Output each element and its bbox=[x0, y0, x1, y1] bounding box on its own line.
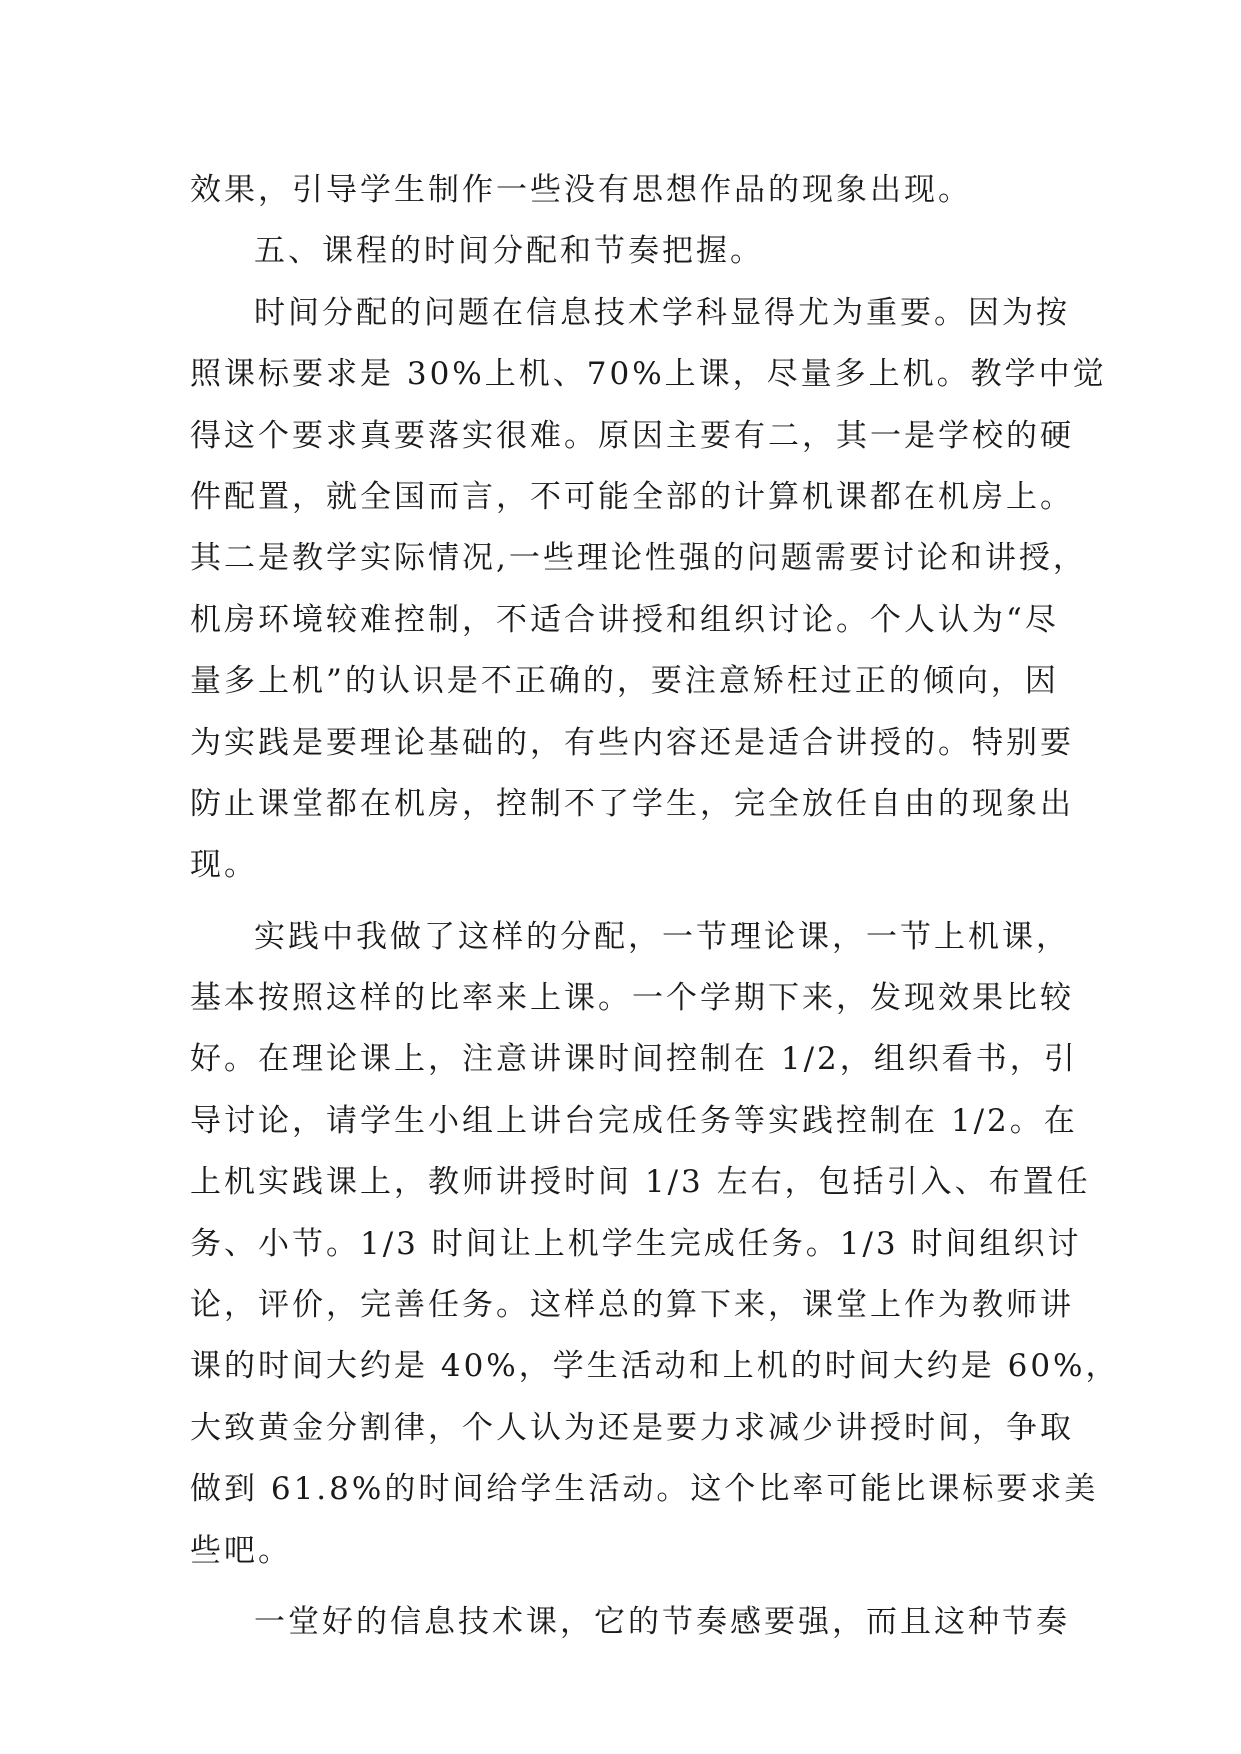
text-line: 得这个要求真要落实很难。原因主要有二，其一是学校的硬 bbox=[190, 417, 1074, 454]
text-line: 上机实践课上，教师讲授时间 1/3 左右，包括引入、布置任 bbox=[190, 1164, 1091, 1201]
text-line: 课的时间大约是 40%，学生活动和上机的时间大约是 60%， bbox=[190, 1348, 1120, 1385]
section-heading: 五、课程的时间分配和节奏把握。 bbox=[254, 233, 764, 270]
text-line: 导讨论，请学生小组上讲台完成任务等实践控制在 1/2。在 bbox=[190, 1102, 1078, 1139]
text-line: 照课标要求是 30%上机、70%上课，尽量多上机。教学中觉 bbox=[190, 356, 1107, 393]
text-line: 论，评价，完善任务。这样总的算下来，课堂上作为教师讲 bbox=[190, 1287, 1074, 1324]
text-line: 时间分配的问题在信息技术学科显得尤为重要。因为按 bbox=[254, 294, 1070, 331]
text-line: 些吧。 bbox=[190, 1532, 292, 1569]
text-line: 好。在理论课上，注意讲课时间控制在 1/2，组织看书，引 bbox=[190, 1041, 1078, 1078]
text-line: 为实践是要理论基础的，有些内容还是适合讲授的。特别要 bbox=[190, 724, 1074, 761]
text-line: 基本按照这样的比率来上课。一个学期下来，发现效果比较 bbox=[190, 980, 1074, 1017]
text-line: 务、小节。1/3 时间让上机学生完成任务。1/3 时间组织讨 bbox=[190, 1225, 1082, 1262]
text-line: 大致黄金分割律，个人认为还是要力求减少讲授时间，争取 bbox=[190, 1409, 1074, 1446]
text-line: 效果，引导学生制作一些没有思想作品的现象出现。 bbox=[190, 172, 972, 208]
text-line: 其二是教学实际情况,一些理论性强的问题需要讨论和讲授， bbox=[190, 540, 1087, 577]
text-line: 现。 bbox=[190, 847, 258, 884]
text-line: 做到 61.8%的时间给学生活动。这个比率可能比课标要求美 bbox=[190, 1471, 1099, 1508]
text-line: 一堂好的信息技术课，它的节奏感要强，而且这种节奏 bbox=[254, 1603, 1070, 1640]
text-line: 件配置，就全国而言，不可能全部的计算机课都在机房上。 bbox=[190, 478, 1074, 515]
text-line: 机房环境较难控制，不适合讲授和组织讨论。个人认为“尽 bbox=[190, 601, 1059, 638]
text-line: 实践中我做了这样的分配，一节理论课，一节上机课， bbox=[254, 918, 1070, 955]
text-line: 量多上机”的认识是不正确的，要注意矫枉过正的倾向，因 bbox=[190, 663, 1059, 700]
text-line: 防止课堂都在机房，控制不了学生，完全放任自由的现象出 bbox=[190, 785, 1074, 822]
document-body bbox=[190, 160, 1120, 1653]
